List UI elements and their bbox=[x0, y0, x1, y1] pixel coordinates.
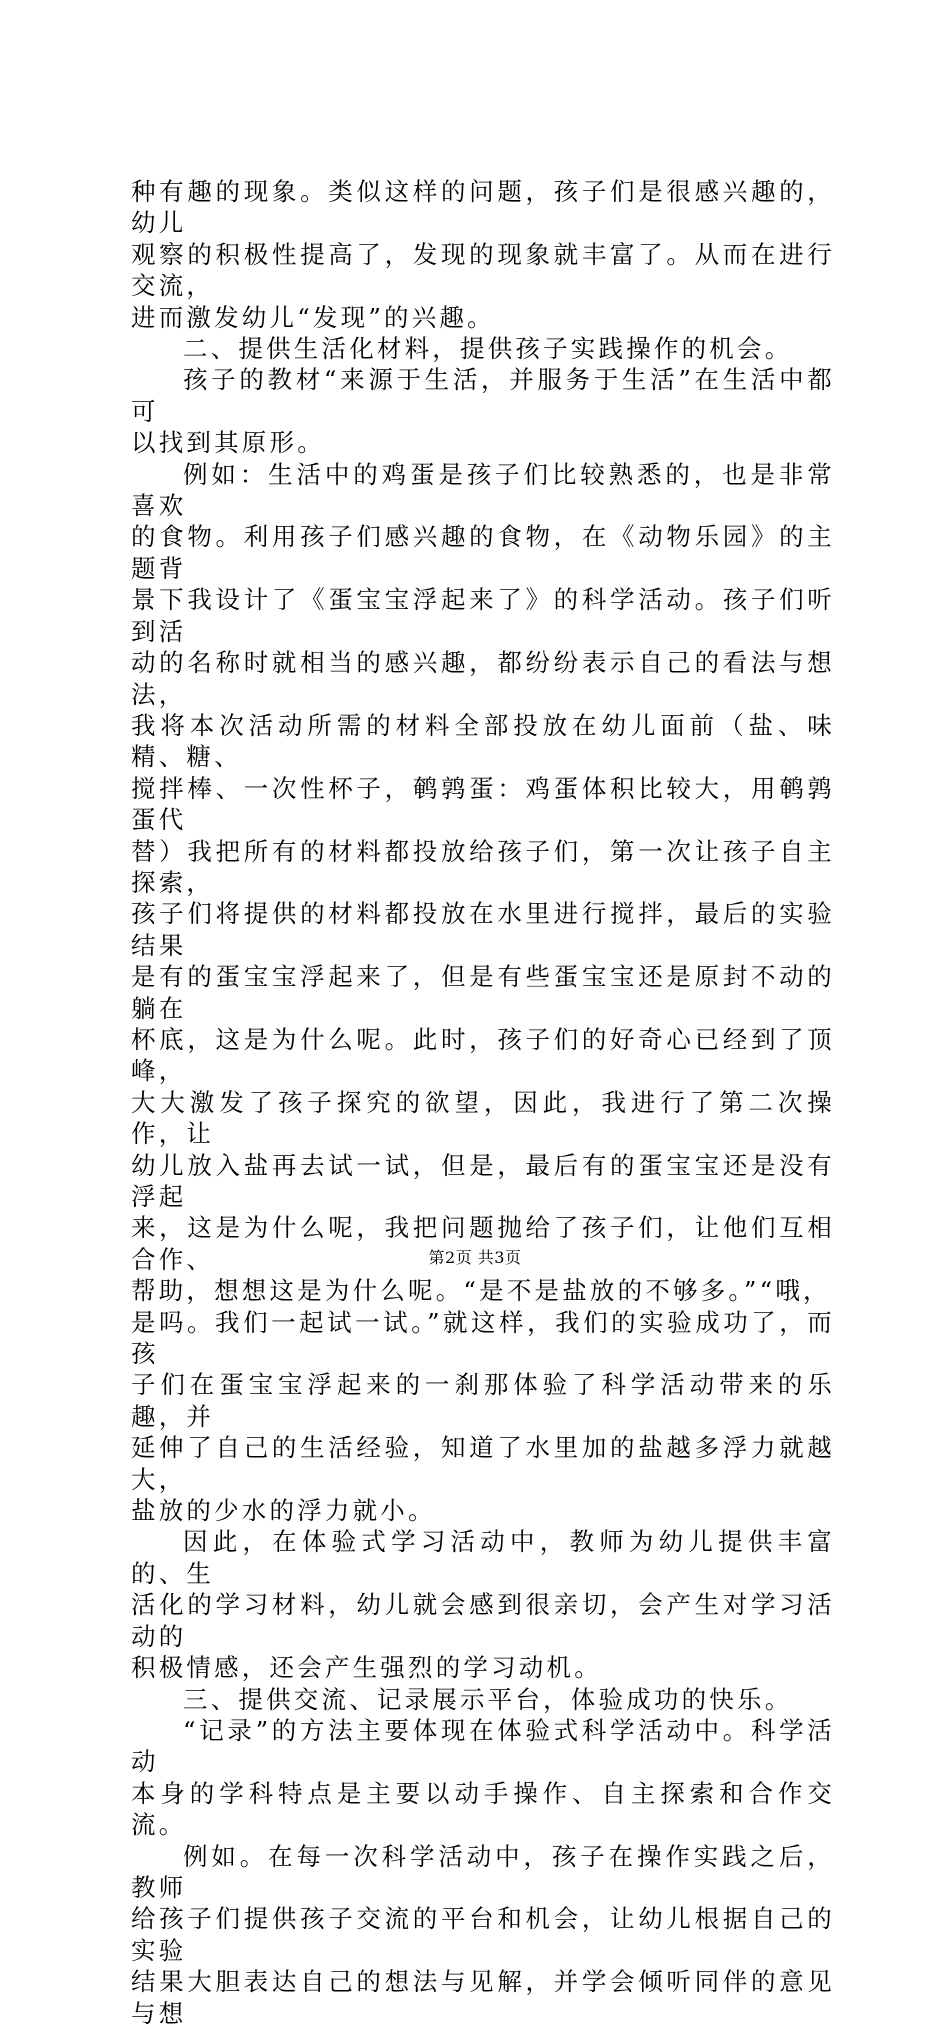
paragraph bbox=[131, 1715, 835, 1841]
text-line: 是有的蛋宝宝浮起来了，但是有些蛋宝宝还是原封不动的躺在 bbox=[131, 962, 835, 1023]
text-line: 替）我把所有的材料都投放给孩子们，第一次让孩子自主探索， bbox=[131, 836, 835, 897]
text-line: 观察的积极性提高了，发现的现象就丰富了。从而在进行交流， bbox=[131, 239, 835, 301]
text-line: 杯底，这是为什么呢。此时，孩子们的好奇心已经到了顶峰， bbox=[131, 1024, 835, 1086]
paragraph bbox=[131, 459, 835, 1527]
text-line: 帮助，想想这是为什么呢。“是不是盐放的不够多。”“哦， bbox=[131, 1276, 831, 1306]
text-line: “记录”的方法主要体现在体验式科学活动中。科学活动 bbox=[131, 1715, 835, 1777]
text-line: 子们在蛋宝宝浮起来的一刹那体验了科学活动带来的乐趣，并 bbox=[131, 1370, 835, 1431]
text-line: 例如。在每一次科学活动中，孩子在操作实践之后，教师 bbox=[131, 1841, 835, 1902]
text-line: 延伸了自己的生活经验，知道了水里加的盐越多浮力就越大， bbox=[131, 1433, 835, 1494]
paragraph bbox=[131, 1526, 835, 1683]
page-footer: 第2页 共3页 bbox=[428, 1248, 522, 1267]
text-line: 结果大胆表达自己的想法与见解，并学会倾听同伴的意见与想 bbox=[131, 1967, 835, 2028]
text-line: 搅拌棒、一次性杯子，鹌鹑蛋：鸡蛋体积比较大，用鹌鹑蛋代 bbox=[131, 773, 835, 835]
text-line: 以找到其原形。 bbox=[131, 428, 325, 458]
text-line: 例如：生活中的鸡蛋是孩子们比较熟悉的，也是非常喜欢 bbox=[131, 459, 835, 521]
text-line: 积极情感，还会产生强烈的学习动机。 bbox=[131, 1653, 602, 1683]
text-line: 孩子的教材“来源于生活，并服务于生活”在生活中都可 bbox=[131, 365, 835, 426]
text-line: 来，这是为什么呢，我把问题抛给了孩子们，让他们互相合作、 bbox=[131, 1213, 835, 1274]
text-line: 本身的学科特点是主要以动手操作、自主探索和合作交流。 bbox=[131, 1778, 835, 1840]
text-line: 种有趣的现象。类似这样的问题，孩子们是很感兴趣的，幼儿 bbox=[131, 177, 835, 238]
document-body bbox=[131, 176, 835, 2029]
text-line: 因此，在体验式学习活动中，教师为幼儿提供丰富的、生 bbox=[131, 1527, 835, 1588]
text-line: 给孩子们提供孩子交流的平台和机会，让幼儿根据自己的实验 bbox=[131, 1904, 835, 1965]
text-line: 二、提供生活化材料，提供孩子实践操作的机会。 bbox=[183, 334, 793, 364]
paragraph bbox=[131, 364, 835, 458]
text-line: 是吗。我们一起试一试。”就这样，我们的实验成功了，而孩 bbox=[131, 1307, 835, 1369]
text-line: 动的名称时就相当的感兴趣，都纷纷表示自己的看法与想法， bbox=[131, 648, 835, 709]
text-line: 幼儿放入盐再去试一试，但是，最后有的蛋宝宝还是没有浮起 bbox=[131, 1150, 835, 1211]
text-line: 盐放的少水的浮力就小。 bbox=[131, 1496, 436, 1526]
text-line: 大大激发了孩子探究的欲望，因此，我进行了第二次操作，让 bbox=[131, 1087, 835, 1149]
text-line: 孩子们将提供的材料都投放在水里进行搅拌，最后的实验结果 bbox=[131, 899, 835, 960]
text-line: 进而激发幼儿“发现”的兴趣。 bbox=[131, 302, 495, 332]
paragraph bbox=[131, 333, 835, 364]
text-line: 景下我设计了《蛋宝宝浮起来了》的科学活动。孩子们听到活 bbox=[131, 585, 835, 646]
text-line: 活化的学习材料，幼儿就会感到很亲切，会产生对学习活动的 bbox=[131, 1590, 835, 1651]
text-line: 的食物。利用孩子们感兴趣的食物，在《动物乐园》的主题背 bbox=[131, 522, 835, 583]
paragraph bbox=[131, 1684, 835, 1715]
paragraph bbox=[131, 176, 835, 333]
text-line: 我将本次活动所需的材料全部投放在幼儿面前（盐、味精、糖、 bbox=[131, 710, 835, 772]
text-line: 三、提供交流、记录展示平台，体验成功的快乐。 bbox=[183, 1684, 793, 1714]
paragraph bbox=[131, 1841, 835, 2029]
